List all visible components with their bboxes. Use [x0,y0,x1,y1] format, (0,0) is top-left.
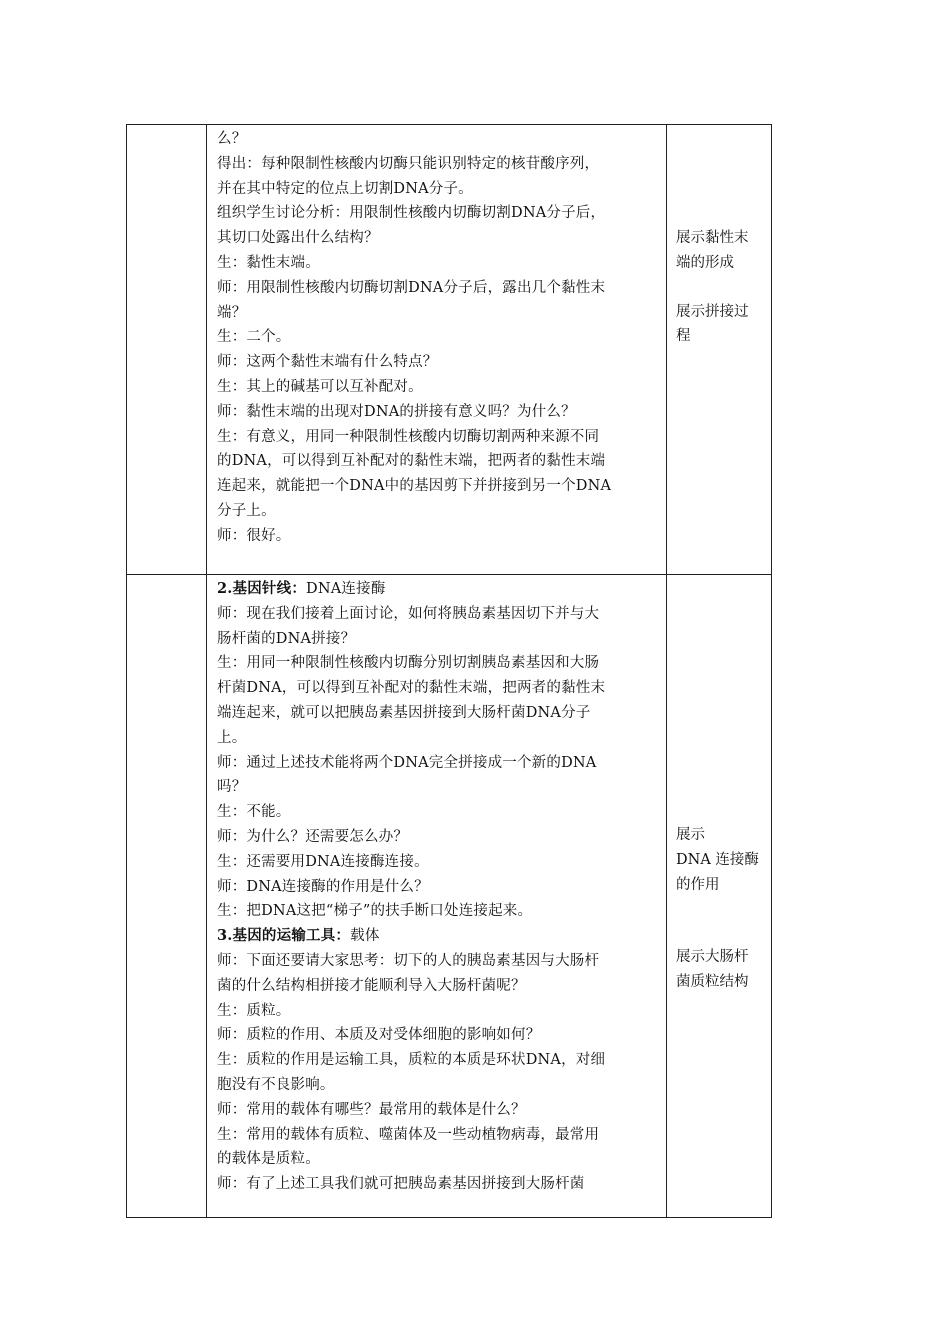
text-line: 肠杆菌的DNA拼接？ [217,630,356,647]
note-line: 程 [676,328,691,345]
text-line: 生：其上的碱基可以互补配对。 [217,378,423,395]
text-line: 师：这两个黏性末端有什么特点？ [217,354,438,371]
section-heading [217,577,660,602]
lesson-table [126,124,772,1218]
note-line: 展示大肠杆 [676,949,749,966]
text-line: 端？ [217,304,247,321]
table-row [127,575,772,1218]
notes-cell [667,575,772,1218]
dialogue-cell [207,125,667,575]
text-line: 分子上。 [217,502,276,519]
text-line: 生：还需要用DNA连接酶连接。 [217,853,429,870]
text-line: 得出：每种限制性核酸内切酶只能识别特定的核苷酸序列， [217,155,600,172]
text-line: 生：把DNA这把“梯子”的扶手断口处连接起来。 [217,903,533,920]
text-line: 胞没有不良影响。 [217,1076,335,1093]
note-line: DNA 连接酶 [676,851,759,868]
text-line: 生：质粒。 [217,1002,291,1019]
text-line: 师：通过上述技术能将两个DNA完全拼接成一个新的DNA [217,754,597,771]
text-line: 上。 [217,729,247,746]
text-line: 生：黏性末端。 [217,254,320,271]
section-heading [217,924,660,949]
text-line: 生：有意义，用同一种限制性核酸内切酶切割两种来源不同 [217,428,600,445]
text-line: 师：有了上述工具我们就可把胰岛素基因拼接到大肠杆菌 [217,1176,585,1193]
heading-rest: 载体 [350,928,380,945]
text-line: 生：常用的载体有质粒、噬菌体及一些动植物病毒，最常用 [217,1126,600,1143]
heading-bold: 3.基因的运输工具： [217,927,351,945]
dialogue-cell [207,575,667,1218]
heading-bold: 2.基因针线： [217,580,307,597]
text-line: 师：现在我们接着上面讨论，如何将胰岛素基因切下并与大 [217,605,600,622]
note-line: 菌质粒结构 [676,974,749,991]
text-line: 菌的什么结构相拼接才能顺利导入大肠杆菌呢？ [217,977,526,994]
note-line: 展示黏性末 [676,230,749,246]
text-line: 生：不能。 [217,804,291,821]
text-line: 师：质粒的作用、本质及对受体细胞的影响如何？ [217,1027,541,1044]
text-line: 么？ [217,131,247,147]
note-line: 的作用 [676,876,720,893]
text-line: 师：为什么？还需要怎么办？ [217,828,409,845]
text-line: 杆菌DNA，可以得到互补配对的黏性末端，把两者的黏性末 [217,680,606,697]
text-line: 生：用同一种限制性核酸内切酶分别切割胰岛素基因和大肠 [217,655,600,672]
text-line: 其切口处露出什么结构？ [217,230,379,247]
text-line: 师：常用的载体有哪些？最常用的载体是什么？ [217,1101,526,1118]
note-line: 展示 [676,827,705,843]
empty-cell [127,125,207,575]
text-line: 师：黏性末端的出现对DNA的拼接有意义吗？为什么？ [217,403,576,420]
text-line: 吗？ [217,779,247,796]
table-row [127,125,772,575]
heading-rest: DNA连接酶 [306,581,386,597]
text-line: 并在其中特定的位点上切割DNA分子。 [217,180,473,197]
notes-cell [667,125,772,575]
text-line: 端连起来，就可以把胰岛素基因拼接到大肠杆菌DNA分子 [217,704,591,721]
text-line: 师：DNA连接酶的作用是什么？ [217,878,429,895]
text-line: 的DNA，可以得到互补配对的黏性末端，把两者的黏性末端 [217,453,606,470]
text-line: 生：二个。 [217,329,291,346]
empty-cell [127,575,207,1218]
note-line: 展示拼接过 [676,303,749,320]
text-line: 师：用限制性核酸内切酶切割DNA分子后，露出几个黏性末 [217,279,606,296]
text-line: 的载体是质粒。 [217,1151,320,1168]
text-line: 生：质粒的作用是运输工具，质粒的本质是环状DNA，对细 [217,1052,606,1069]
text-line: 师：很好。 [217,527,291,544]
text-line: 连起来，就能把一个DNA中的基因剪下并拼接到另一个DNA [217,478,612,495]
note-line: 端的形成 [676,254,734,271]
text-line: 师：下面还要请大家思考：切下的人的胰岛素基因与大肠杆 [217,952,600,969]
text-line: 组织学生讨论分析：用限制性核酸内切酶切割DNA分子后， [217,205,606,222]
